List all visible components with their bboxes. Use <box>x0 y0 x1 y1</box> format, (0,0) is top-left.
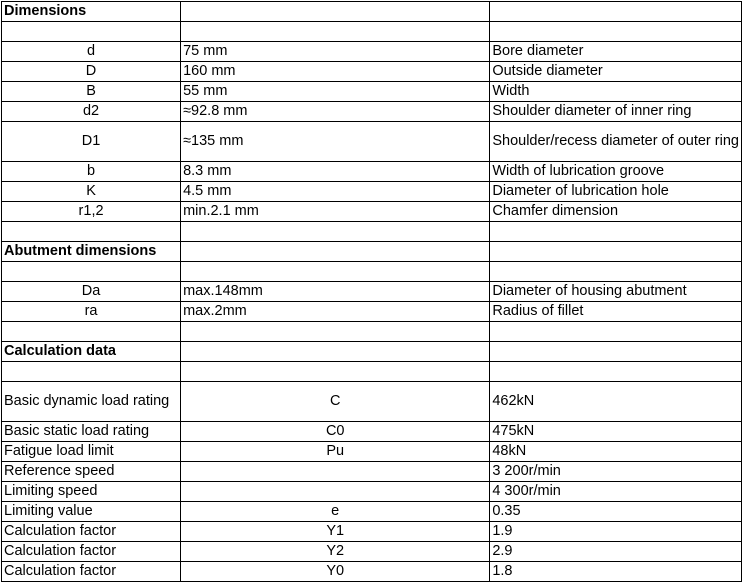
calc-symbol: Y1 <box>181 522 490 542</box>
calc-value: 2.9 <box>490 542 742 562</box>
table-row <box>2 302 742 322</box>
calc-label: Calculation factor <box>2 542 181 562</box>
dimension-description: Shoulder diameter of inner ring <box>490 102 742 122</box>
empty-cell <box>181 242 490 262</box>
empty-cell <box>181 342 490 362</box>
calc-value: 0.35 <box>490 502 742 522</box>
table-row <box>2 462 742 482</box>
table-row <box>2 502 742 522</box>
calc-symbol <box>181 482 490 502</box>
dimension-value: 160 mm <box>181 62 490 82</box>
calc-value: 462kN <box>490 382 742 422</box>
dimension-description: Outside diameter <box>490 62 742 82</box>
section-title-abutment: Abutment dimensions <box>2 242 181 262</box>
abutment-description: Diameter of housing abutment <box>490 282 742 302</box>
table-row <box>2 162 742 182</box>
abutment-symbol: Da <box>2 282 181 302</box>
dimension-description: Width <box>490 82 742 102</box>
calc-symbol: C <box>181 382 490 422</box>
calc-symbol: Y2 <box>181 542 490 562</box>
calc-symbol: e <box>181 502 490 522</box>
table-row <box>2 282 742 302</box>
calc-label: Calculation factor <box>2 522 181 542</box>
calc-value: 4 300r/min <box>490 482 742 502</box>
calc-value: 48kN <box>490 442 742 462</box>
table-row <box>2 382 742 422</box>
table-row <box>2 562 742 582</box>
table-row <box>2 62 742 82</box>
dimension-symbol: d2 <box>2 102 181 122</box>
abutment-value: max.148mm <box>181 282 490 302</box>
calc-symbol: C0 <box>181 422 490 442</box>
calc-label: Fatigue load limit <box>2 442 181 462</box>
section-header-row <box>2 2 742 22</box>
dimension-symbol: D1 <box>2 122 181 162</box>
empty-cell <box>490 2 742 22</box>
dimension-value: ≈135 mm <box>181 122 490 162</box>
table-row <box>2 102 742 122</box>
dimension-value: ≈92.8 mm <box>181 102 490 122</box>
calc-label: Reference speed <box>2 462 181 482</box>
calc-label: Basic dynamic load rating <box>2 382 181 422</box>
calc-value: 1.8 <box>490 562 742 582</box>
dimension-value: 55 mm <box>181 82 490 102</box>
calc-label: Calculation factor <box>2 562 181 582</box>
section-header-row <box>2 242 742 262</box>
calc-symbol: Pu <box>181 442 490 462</box>
dimension-symbol: b <box>2 162 181 182</box>
table-row <box>2 542 742 562</box>
dimension-value: 75 mm <box>181 42 490 62</box>
dimension-description: Width of lubrication groove <box>490 162 742 182</box>
dimension-symbol: r1,2 <box>2 202 181 222</box>
dimension-description: Shoulder/recess diameter of outer ring <box>490 122 742 162</box>
dimension-value: min.2.1 mm <box>181 202 490 222</box>
table-row <box>2 182 742 202</box>
calc-value: 1.9 <box>490 522 742 542</box>
empty-cell <box>490 242 742 262</box>
dimension-symbol: d <box>2 42 181 62</box>
section-title-dimensions: Dimensions <box>2 2 181 22</box>
calc-label: Basic static load rating <box>2 422 181 442</box>
dimension-symbol: B <box>2 82 181 102</box>
bearing-spec-table <box>1 1 742 582</box>
blank-row <box>2 262 742 282</box>
section-title-calculation: Calculation data <box>2 342 181 362</box>
dimension-description: Bore diameter <box>490 42 742 62</box>
blank-row <box>2 322 742 342</box>
section-header-row <box>2 342 742 362</box>
calc-label: Limiting value <box>2 502 181 522</box>
empty-cell <box>181 2 490 22</box>
abutment-description: Radius of fillet <box>490 302 742 322</box>
table-row <box>2 422 742 442</box>
blank-row <box>2 362 742 382</box>
dimension-value: 4.5 mm <box>181 182 490 202</box>
table-row <box>2 82 742 102</box>
table-row <box>2 122 742 162</box>
empty-cell <box>490 342 742 362</box>
calc-label: Limiting speed <box>2 482 181 502</box>
blank-row <box>2 222 742 242</box>
calc-value: 3 200r/min <box>490 462 742 482</box>
table-row <box>2 202 742 222</box>
dimension-symbol: K <box>2 182 181 202</box>
calc-value: 475kN <box>490 422 742 442</box>
calc-symbol <box>181 462 490 482</box>
abutment-value: max.2mm <box>181 302 490 322</box>
table-row <box>2 442 742 462</box>
table-row <box>2 482 742 502</box>
blank-row <box>2 22 742 42</box>
dimension-value: 8.3 mm <box>181 162 490 182</box>
dimension-symbol: D <box>2 62 181 82</box>
table-row <box>2 522 742 542</box>
calc-symbol: Y0 <box>181 562 490 582</box>
table-row <box>2 42 742 62</box>
dimension-description: Chamfer dimension <box>490 202 742 222</box>
abutment-symbol: ra <box>2 302 181 322</box>
dimension-description: Diameter of lubrication hole <box>490 182 742 202</box>
